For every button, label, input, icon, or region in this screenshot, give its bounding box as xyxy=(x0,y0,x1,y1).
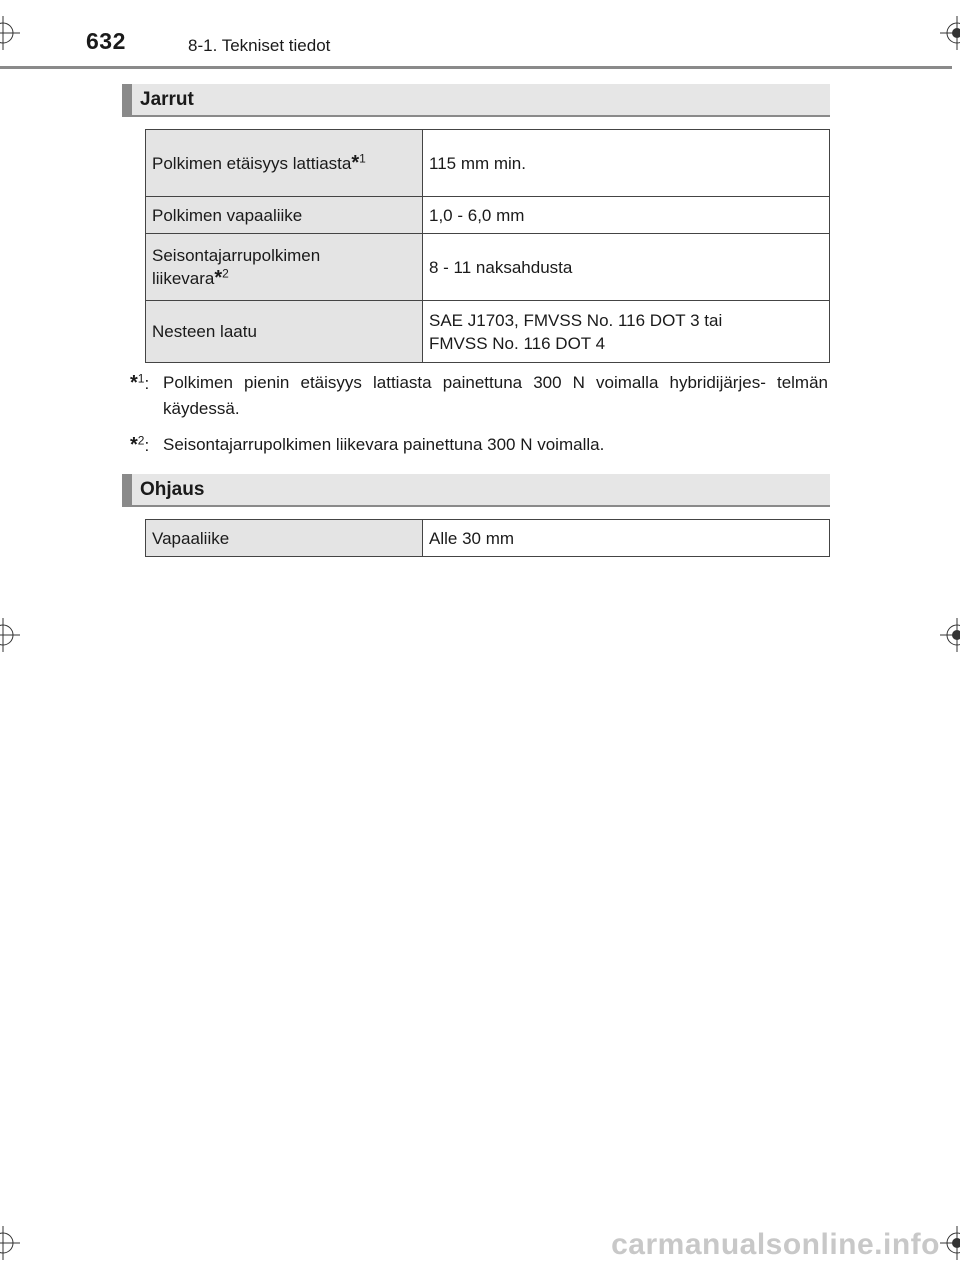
footnote-star: * xyxy=(130,434,138,456)
registration-mark-icon xyxy=(940,618,960,652)
spec-label: Polkimen vapaaliike xyxy=(146,197,423,234)
spec-value: 1,0 - 6,0 mm xyxy=(423,197,830,234)
crop-mark-icon xyxy=(0,16,20,50)
header-divider xyxy=(0,66,952,69)
spec-label-line: liikevara xyxy=(152,269,215,288)
section-title: 8-1. Tekniset tiedot xyxy=(188,36,331,55)
spec-value-line: FMVSS No. 116 DOT 4 xyxy=(429,333,606,353)
steering-heading-title: Ohjaus xyxy=(140,479,205,500)
spec-label-line: Seisontajarrupolkimen xyxy=(152,246,321,265)
footnote-star: * xyxy=(351,151,360,174)
footnote-star: * xyxy=(214,267,223,289)
table-row xyxy=(146,301,830,363)
table-row xyxy=(146,520,830,557)
spec-value: 8 - 11 naksahdusta xyxy=(423,234,830,301)
footnote-number: 1 xyxy=(137,371,145,386)
heading-accent-bar xyxy=(122,84,132,115)
table-row xyxy=(146,197,830,234)
spec-label: Vapaaliike xyxy=(146,520,423,557)
spec-label: Nesteen laatu xyxy=(146,301,423,363)
footnote-number: 2 xyxy=(222,266,229,281)
brakes-spec-table xyxy=(145,129,830,363)
footnote: *$^2$: Seisontajarrupolkimen liikevara painettuna 300 N voimalla. xyxy=(130,432,828,458)
spec-value xyxy=(423,301,830,363)
spec-label xyxy=(146,234,423,301)
page-number: 632 xyxy=(86,28,126,54)
heading-accent-bar xyxy=(122,474,132,505)
steering-spec-table xyxy=(145,519,830,557)
footnote: *$^1$: Polkimen pienin etäisyys lattiasta painettuna 300 N voimalla hybridijärjes- telmän käydessä. xyxy=(130,370,828,422)
spec-label xyxy=(146,130,423,197)
spec-value-line: SAE J1703, FMVSS No. 116 DOT 3 tai xyxy=(429,310,723,330)
footnote-text: Seisontajarrupolkimen liikevara painettuna 300 N voimalla. xyxy=(163,435,605,454)
spec-label-text: Polkimen etäisyys lattiasta xyxy=(152,153,352,173)
spec-value: 115 mm min. xyxy=(423,130,830,197)
registration-mark-icon xyxy=(940,16,960,50)
spec-value: Alle 30 mm xyxy=(423,520,830,557)
crop-mark-icon xyxy=(0,1226,20,1260)
steering-section-heading xyxy=(122,474,830,507)
footnote-number: 2 xyxy=(137,433,145,448)
footnote-number: 1 xyxy=(359,150,366,165)
footnote-star: * xyxy=(130,372,138,394)
watermark-text: carmanualsonline.info xyxy=(611,1228,940,1261)
footnote-text: Polkimen pienin etäisyys lattiasta painettuna 300 N voimalla hybridijärjes- telmän käydessä. xyxy=(163,373,828,418)
table-row xyxy=(146,130,830,197)
registration-mark-icon xyxy=(940,1226,960,1260)
crop-mark-icon xyxy=(0,618,20,652)
table-row xyxy=(146,234,830,301)
brakes-section-heading xyxy=(122,84,830,117)
brakes-heading-title: Jarrut xyxy=(140,89,194,110)
